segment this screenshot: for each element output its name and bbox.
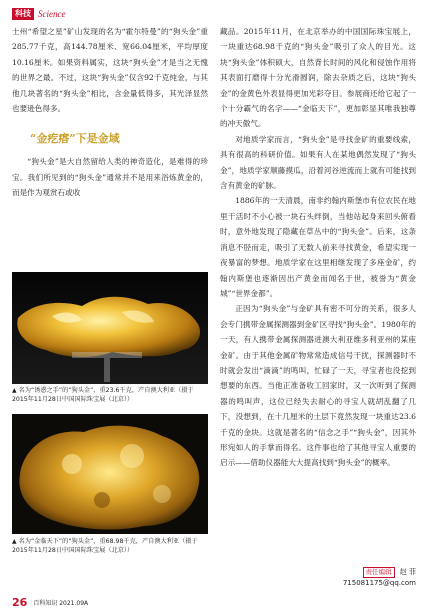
section-tag: 科技	[12, 8, 34, 20]
right-paragraph-4: 正因为“狗头金”与金矿具有密不可分的关系，很多人会专门携带金属探测器到金矿区寻找“狗头金”。1980年的一天，有人携带金属探测器进澳大利亚维多利亚州的某座金矿。由于其他金属矿物常常造成信号干扰，探测器时不时就会发出“滴滴”的鸣叫，忙碌了一天，寻宝者也没挖到想要的东西。当他正准备收工回家时，又一次听到了探测器的鸣叫声，这位已经失去耐心的寻宝人就胡乱翻了几下，没想到，在十几厘米的土层下竟然发现一块重达23.6千克的金块。这就是著名的“信念之手”“狗头金”，因其外形宛如人的手掌而得名。这件事也给了其他寻宝人重要的启示——借助仪器能大大提高找到“狗头金”的概率。	[220, 304, 416, 468]
editor-email: 715081175@qq.com	[342, 579, 416, 587]
right-paragraph-3: 1886年的一天清晨，南非约翰内斯堡市有位农民在地里干活时不小心被一块石头绊倒，当他站起身来回头俯看时，意外地发现了隐藏在草丛中的“狗头金”。后来，这条消息不胫而走，吸引了无数人前来寻找黄金，希望实现一夜暴富的梦想。地质学家在这里相继发现了多座金矿，约翰内斯堡也逐渐因出产黄金而闻名于世，被誉为“黄金城”“世界金都”。	[220, 196, 416, 298]
photo-caption-2	[12, 537, 208, 555]
editor-credit	[220, 567, 416, 589]
editor-label: 责任编辑	[363, 567, 395, 578]
gold-nugget-large-image	[12, 414, 208, 534]
triangle-marker-icon: ▲	[12, 387, 17, 394]
gold-nugget-hand-image	[12, 272, 208, 384]
right-paragraph-2: 对地质学家而言，“狗头金”是寻找金矿的重要线索，具有很高的科研价值。如果有人在某地偶然发现了“狗头金”，地质学家顺藤摸瓜，沿着河谷逆流而上就有可能找到含有黄金的矿脉。	[220, 134, 416, 191]
journal-issue: 百科知识 2021.09A	[33, 600, 89, 607]
page-footer	[12, 596, 88, 609]
gold-nugget-photo-2	[12, 414, 208, 534]
right-column	[220, 24, 416, 471]
section-header	[12, 8, 65, 20]
section-tag-english: Science	[38, 9, 66, 19]
photo-caption-2-text: 名为“金临天下”的“狗头金”，重68.98千克，产自澳大利亚（摄于2015年11月28日中国国际珠宝展（北京））	[12, 538, 198, 554]
right-paragraph-1: 藏品。2015年11月，在北京举办的中国国际珠宝展上，一块重达68.98千克的“狗头金”吸引了众人的目光。这块“狗头金”体积硕大，自然背长时间的风化和侵蚀作用将其表面打磨得十分光滑圆润，除去杂质之后，这块“狗头金”的金黄色外表显得更加光彩夺目。参展商还给它起了一个十分霸气的名字——“金临天下”，更加彰显其唯我独尊的冲天傲气。	[220, 27, 416, 129]
gold-nugget-photo-1	[12, 272, 208, 384]
left-paragraph-1: 士州“希望之星”矿山发现的名为“霍尔特曼”的“狗头金”重285.77千克，高144.78厘米、宽66.04厘米，平均厚度10.16厘米。如果资料属实，这块“狗头金”才是当之无愧的世界之最。不过，这块“狗头金”仅含92千克纯金，与其他几块著名的“狗头金”相比，含金量低得多，其光泽显然也要逊色得多。	[12, 27, 208, 114]
photo-caption-1	[12, 386, 208, 404]
photo-caption-1-text: 名为“诱惑之手”的“狗头金”，重23.6千克，产自澳大利亚（摄于2015年11月28日中国国际珠宝展（北京））	[12, 387, 194, 403]
left-paragraph-2: “狗头金”是大自然留给人类的神奇造化，是难得的珍宝。我们所见到的“狗头金”通常并不是用来浴炼黄金的，而是作为观赏石或收	[12, 157, 208, 198]
section-title: “金疙瘩”下是金域	[30, 132, 120, 146]
triangle-marker-icon: ▲	[12, 538, 17, 545]
left-column	[12, 24, 208, 201]
page-number: 26	[12, 596, 28, 609]
editor-name: 赵 菲	[399, 568, 416, 576]
